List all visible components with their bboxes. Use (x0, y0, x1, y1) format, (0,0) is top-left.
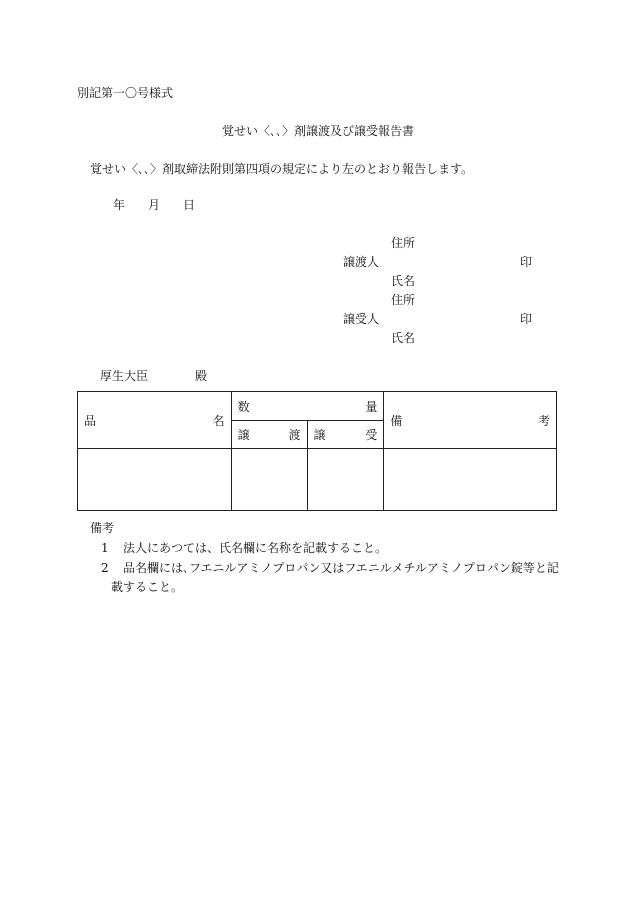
date-month: 月 (148, 198, 161, 212)
cell-remarks[interactable] (384, 449, 557, 511)
transferee-address-label: 住所 (391, 293, 416, 307)
report-table (77, 391, 557, 511)
note-1-number: 1 (101, 541, 109, 555)
document-title: 覚せい〈､､〉剤譲渡及び譲受報告書 (222, 124, 415, 138)
note-1-text: 法人にあつては、氏名欄に名称を記載すること。 (123, 541, 388, 555)
cell-transfer-qty[interactable] (231, 449, 307, 511)
cell-receive-qty[interactable] (307, 449, 384, 511)
transferor-seal: 印 (520, 255, 533, 269)
addressee-name: 厚生大臣 (100, 369, 149, 383)
header-product-name: 品 名 (78, 392, 232, 449)
transferor-address-label: 住所 (391, 236, 416, 250)
note-2-number: 2 (101, 561, 109, 575)
transferee-label: 譲受人 (343, 312, 380, 326)
form-number: 別記第一〇号様式 (77, 86, 174, 100)
transferor-label: 譲渡人 (343, 255, 380, 269)
table-row (78, 449, 557, 511)
addressee-honorific: 殿 (195, 369, 208, 383)
date-year: 年 (113, 198, 126, 212)
date-day: 日 (183, 198, 196, 212)
transferee-seal: 印 (520, 312, 533, 326)
header-receive: 譲 受 (307, 421, 384, 449)
header-quantity: 数 量 (231, 392, 384, 421)
header-transfer: 譲 渡 (231, 421, 307, 449)
transferor-name-label: 氏名 (391, 274, 416, 288)
note-2-continuation: 載すること。 (111, 580, 184, 594)
cell-product-name[interactable] (78, 449, 232, 511)
header-remarks: 備 考 (384, 392, 557, 449)
note-2-text: 品名欄には､フエニルアミノプロパン又はフエニルメチルアミノプロパン錠等と記 (123, 561, 559, 575)
intro-text: 覚せい〈､､〉剤取締法附則第四項の規定により左のとおり報告します。 (90, 162, 474, 176)
notes-heading: 備考 (90, 521, 115, 535)
transferee-name-label: 氏名 (391, 331, 416, 345)
